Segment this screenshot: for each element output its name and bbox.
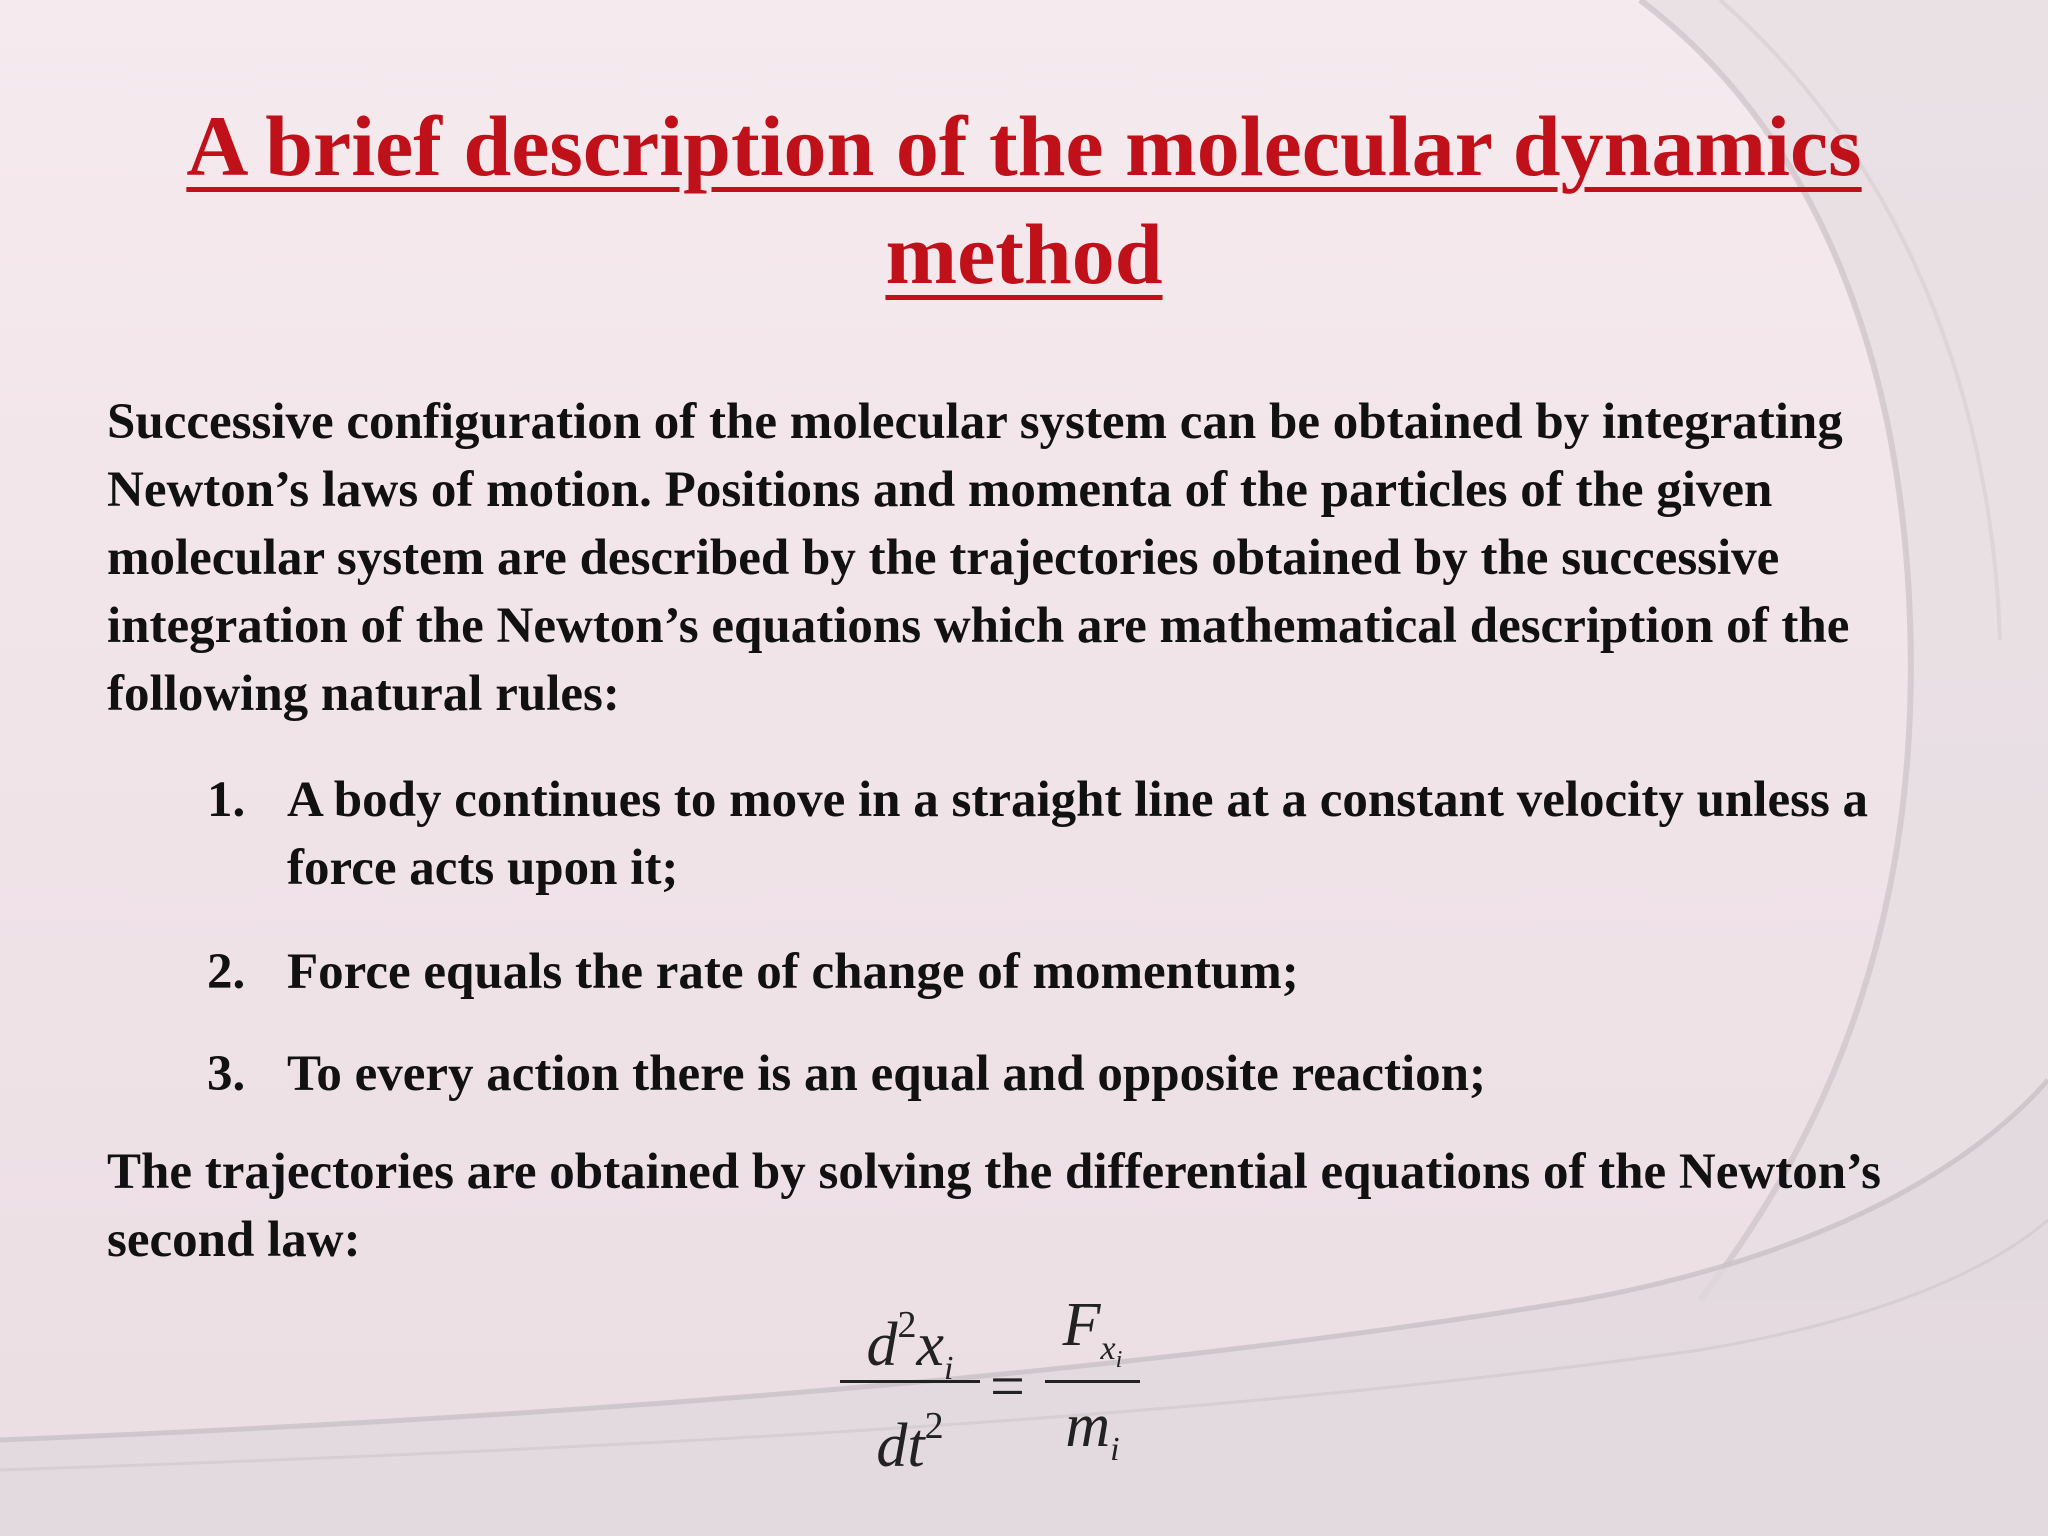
list-item-number: 3. (207, 1046, 246, 1102)
formula-equals-sign: = (990, 1353, 1025, 1421)
formula-lhs-numerator: $d^2x_i$ (866, 1304, 954, 1387)
list-item-number: 1. (207, 772, 246, 828)
formula-rhs-numerator: $F_{x_i}$ (1062, 1291, 1123, 1373)
list-item-text: To every action there is an equal and opposite reaction; (287, 1046, 1486, 1102)
list-item (207, 1040, 1907, 1108)
list-item-text: Force equals the rate of change of momentum; (287, 944, 1299, 1000)
formula-lhs-denominator: $dt^2$ (876, 1405, 944, 1480)
list-item (207, 938, 1907, 1006)
list-item (207, 766, 1907, 902)
list-item-text: A body continues to move in a straight line at a constant velocity unless a force acts upon it; (287, 772, 1869, 896)
formula-rhs-fraction (1045, 1282, 1140, 1483)
intro-paragraph: Successive configuration of the molecular system can be obtained by integrating Newton’s laws of motion. Positions and momenta of the particles of the given molecular system are described by the trajectories obtained by the successive integration of the Newton’s equations which are mathematical description of the following natural rules: (107, 394, 1850, 722)
outro-paragraph: The trajectories are obtained by solving the differential equations of the Newton’s second law: (107, 1144, 1881, 1268)
rules-list (207, 766, 1907, 1108)
formula-rhs-denominator: $m_i$ (1065, 1392, 1120, 1468)
formula-lhs-fraction (840, 1282, 980, 1479)
list-item-number: 2. (207, 944, 246, 1000)
slide-title: A brief description of the molecular dynamics method (186, 98, 1862, 302)
newton-second-law-formula (840, 1282, 1140, 1482)
